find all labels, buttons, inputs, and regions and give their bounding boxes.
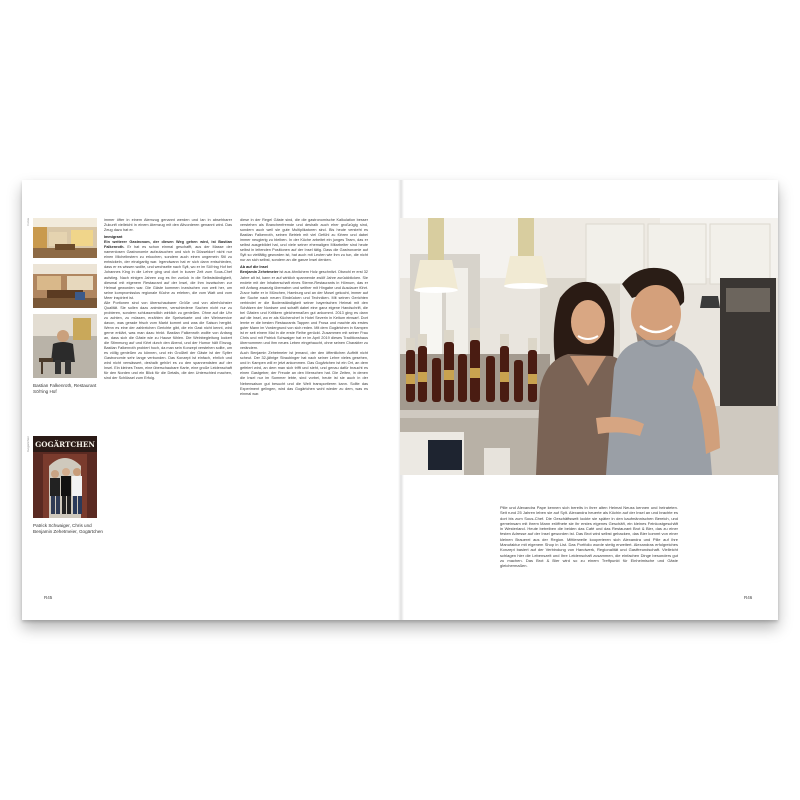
lead-in: Ein weiterer Gastronom, der diesen Weg gehen wird, ist Bastian Falkenroth.	[104, 240, 232, 250]
thumb-photo-gogaertchen-team	[33, 436, 97, 518]
right-text-column	[500, 505, 678, 590]
side-tag: Gogärtchen	[26, 436, 30, 452]
photo-couple-in-shop	[400, 218, 778, 475]
thumb-photo-chef-portrait	[33, 314, 97, 378]
lead-in: Pille und Alexandra Pape	[500, 505, 547, 510]
sign-text: GOGÄRTCHEN	[35, 440, 95, 449]
page-number-right: R46	[744, 595, 753, 600]
text-column-2	[240, 218, 368, 588]
paragraph-text: kennen sich bereits in ihrer alten Heimat Neuss kennen und heirateten. Seit rund 25 Jahren leben sie auf Sylt. Alexandra heuerte als Köchin auf der Insel an und brachte es dort bis zum Sous-Chef. Die Geschäftswelt lockte sie später in den kaufmännischen Bereich, und gemeinsam mit ihrem Mann eröffnete sie ihr erstes eigenes Geschäft, ein kleines Feinkostgeschäft in Westerland. Heute betreiben die beiden das Café und das Restaurant Brot & Bier, das zu einer festen Adresse auf der Insel geworden ist. Das Brot wird selbst gebacken, das Bier kommt von einer kleinen Brauerei aus der Region. Mittlerweile kooperieren sich Alexandra und Pille auf ihre Manufaktur mit eigenem Shop in List. Das Portfolio wurde stetig erweitert. Alexandras erfolgreiches Konzept basiert auf der Verbindung von Handwerk, Regionalität und Gastfreundschaft. Vielleicht schlagen hier die Lebenszeit und Ihre Leidenschaft zusammen, die einfachen Dinge besonders gut zu machen. Das Brot & Bier wird so zu einem Treffpunkt für Einheimische und Gäste gleichermaßen.	[500, 505, 678, 569]
paragraph: Auch Benjamin Zehetmeier ist jemand, der den öffentlichen Auftritt nicht scheut. Der 32-jährige Straubinger hat nach seiner Lehre vieles gesehen, und in Kampen will er jetzt ankommen. Das Gogärtchen ist ein Ort, an dem gefeiert wird, an dem man sich trifft und sieht, und genau dafür braucht es einen Gastgeber, der Freude an den Menschen hat. Die Zeiten, in denen die Insel nur im Sommer lebte, sind vorbei, heute ist sie auch in der Nebensaison gut besucht und die Welt transportieren kann. Sollte das Experiment gelingen, wird das Gogärtchen wohl wieder zu dem, was es einmal war.	[240, 351, 368, 396]
paragraph: Alle Portionen sind von überschaubarer Größe und von allerhöchster Qualität. Sie sollen dazu animieren, verschiedene Sachen nicht nur zu probieren, sondern schlussendlich wirklich zu genießen. Ohne auf die Uhr zu achten, zu müssen, erzählen die Speisekarte und der Weinservice davon, was gerade frisch vom Markt kommt und was die Saison hergibt. Wenn es eine der zahlreichen Gerichte gibt, die ein Gast nicht kennt, wird gerne erklärt, was man dazu trinkt. Bastian Falkenroth wollte von Anfang an, dass sich die Gäste wie zu Hause fühlen. Die Weinbegleitung lockert die Stimmung auf und führt durch den Abend, und der Humor hält Einzug. Bastian Falkenroth probiert hoch, da man sein Konzept verstehen sollte, um es völlig genießen zu können, und ein Großteil der Gäste ist der Sylter Gastronomie sehr lange verbunden. Das Konzept ist einfach, ehrlich und wird nicht verwässert, deshalb gehört es zu den spannendsten auf der Insel. Ein kleines Team, eine überschaubare Karte, eine große Leidenschaft für den Norden und ein Blick für die Details, die den Unterschied machen, sind der Schlüssel zum Erfolg.	[104, 300, 232, 381]
caption-falkenroth: Bastian Falkenroth, Restaurant Söl'ring Hof	[33, 383, 97, 394]
paragraph: immer öfter in einem Atemzug genannt werden und Ian in absehbarer Zukunft vielleicht in einem Atemzug mit den Altvorderen genannt wird. Das Zeug dazu hat er.	[104, 218, 232, 233]
paragraph	[500, 505, 678, 569]
thumb-photo-interior-2	[33, 264, 97, 308]
caption-gogaertchen: Patrick Schwaiger, Chris und Benjamin Zehetmeier, Gogärtchen	[33, 523, 103, 534]
paragraph	[240, 270, 368, 351]
side-tag: Fotos	[26, 218, 30, 226]
thumb-photo-interior-1	[33, 218, 97, 258]
paragraph	[104, 240, 232, 301]
paragraph: diese in der Regel Gäste sind, die die gastronomische Kalkulation besser verstehen als Branchenfremde und deshalb auch eher großzügig sind, sondern auch weil sie gute Multiplikatoren sind. Bis heute versteht es Bastian Falkenroth, seinen Betrieb mit viel Gefühl zu führen und dabei immer neugierig zu bleiben. In der Küche arbeitet ein junges Team, das er selbst ausgebildet hat, und viele seiner ehemaligen Mitarbeiter sind heute selbst in leitenden Positionen auf der Insel tätig. Dass die Gastronomie auf Sylt so vielfältig geworden ist, hat auch mit Leuten wie ihm zu tun, die nicht nur an sich selbst, sondern an die ganze Insel denken.	[240, 218, 368, 263]
paragraph-text: Er hat es schon einmal geschafft, aus der Masse der namenlosen Gastronomie aufzutauchen und sich in Düsseldorf nicht nur einen Michelinstern zu erkochen, sondern auch einen ungemein Stil zu entwickeln, der einzigartig war. Irgendwann hat er sich dann entschieden, dass er es wissen wollte, und wechselte nach Sylt, wo er im Söl'ring Hof bei Johannes King in die Lehre ging und dort in kurzer Zeit zum Sous-Chef aufstieg. Nach einigen Jahren zog es ihn zurück in die Selbstständigkeit, diesmal mit eigenem Restaurant auf der Insel, die ihm inzwischen zur Heimat geworden war. Die Gäste kommen inzwischen von weit her, um seine kompromisslos regionale Küche zu erleben, die vom Watt und vom Meer inspiriert ist.	[104, 245, 232, 300]
section-heading: Immigrant	[104, 235, 123, 240]
magazine-spread	[22, 180, 778, 620]
lead-in: Benjamin Zehetmeier	[240, 270, 279, 275]
text-column-1	[104, 218, 232, 588]
page-number-left: R45	[44, 595, 53, 600]
paragraph-text: ist aus ähnlichem Holz geschnitzt. Obwohl er erst 32 Jahre alt ist, kann er auf wirklich spannende zwölf Jahre zurückblicken. Sie endete mit der Inhaberschaft eines Sterne-Restaurants in Hörnum, das er mit Anfang zwanzig übernahm und seither mit Hingabe und Ausdauer führt. Zuvor hatte er in München, Hamburg und an der Mosel gekocht, immer auf der Suche nach neuen Eindrücken und Techniken. Mit seinen Gerichten verbindet er die Bodenständigkeit seiner bayerischen Heimat mit den Schätzen der Nordsee und schafft dabei eine ganz eigene Handschrift, die bei Gästen und Kritikern gleichermaßen gut ankommt. 2013 ging es dann auf die Insel, wo er als Küchenchef in Hotel Severin in Keitum einwarf. Dort lernte er die besten Restaurants Tappen und Frosa und machte als erstes guter Mann im Vordergrund von sich reden. Mit dem Gogärtchen in Kampen ist er seit einem Mal in die erste Reihe gerückt. Zusammen mit seiner Frau Chris und mit Patrick Schwaiger hat er im April 2019 dieses Traditionshaus übernommen und ihm neues Leben eingehaucht, ohne seinen Charakter zu verändern.	[240, 270, 368, 351]
section-heading: Ab auf die Insel	[240, 265, 269, 270]
